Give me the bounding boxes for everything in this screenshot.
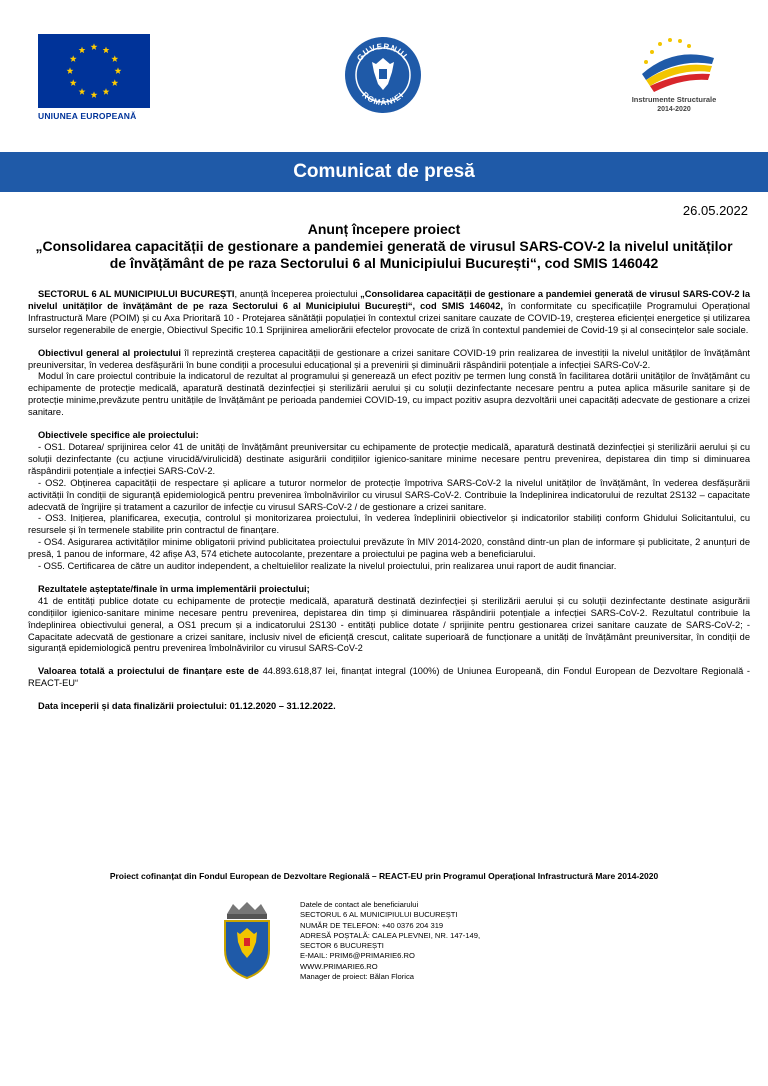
cofinancing-note: Proiect cofinanțat din Fondul European de Dezvoltare Regională – REACT-EU prin Programul Operațional Infrastructură Mare 2014-2020 — [109, 871, 659, 881]
contact-website: WWW.PRIMARIE6.RO — [300, 961, 378, 971]
eu-star-icon — [91, 43, 98, 50]
beneficiary-contact — [300, 900, 600, 982]
press-release-banner: Comunicat de presă — [0, 152, 768, 192]
contact-line: Datele de contact ale beneficiarului — [300, 900, 419, 909]
objective-os2: - OS2. Obținerea capacității de respectare și aplicare a tuturor normelor de protecție împotriva SARS-CoV-2 la nivelul unităților de învățământ, în vederea desfășurării activității în condiții de siguranță epidemiologică pentru prevenirea îmbolnăvirilor cu virusul SARS-CoV-2. Contribuie la îndeplinirea indicatorului de rezultat 2S132 – capacitate adecvată de îngrijire și tratament a cazurilor de infecție cu virusul SARS-CoV-2 / de gestionare a crizei sanitare. — [28, 477, 750, 512]
eu-label: UNIUNEA EUROPEANĂ — [38, 111, 137, 121]
eu-star-icon — [70, 79, 77, 86]
specific-heading-text: Obiectivele specifice ale proiectului: — [38, 430, 199, 441]
general-objective-label: Obiectivul general al proiectului — [38, 347, 182, 358]
gov-text-top: GUVERNUL — [355, 41, 411, 63]
release-date: 26.05.2022 — [682, 203, 748, 218]
objective-os4: - OS4. Asigurarea activităților minime obligatorii privind publicitatea proiectului prevăzute în MIV 2014-2020, constând dintr-un plan de informare și publicitate, 2 anunțuri de presă, 1 panou de informare, 42 afișe A3, 574 etichete autocolante, prezentare a proiectului pe pagina web a beneficiarului. — [28, 537, 750, 560]
eu-star-icon — [111, 55, 118, 62]
title-line1: Anunț începere proiect — [307, 221, 461, 237]
intro-text1: , anunță începerea proiectului — [234, 289, 361, 299]
value-paragraph — [28, 666, 750, 690]
contact-phone: NUMĂR DE TELEFON: +40 0376 204 319 — [300, 920, 444, 930]
is-label: Instrumente Structurale — [631, 95, 717, 104]
results-heading-text: Rezultatele așteptate/finale în urma implementării proiectului; — [38, 583, 310, 594]
logo-header — [0, 0, 768, 130]
value-text: 44.893.618,87 lei, finanțat integral (100%) de Uniunea Europeană, din Fondul European de Dezvoltare Regională - REACT-EU“ — [28, 666, 750, 689]
results-paragraph: 41 de entități publice dotate cu echipamente de protecție medicală, aparatură destinată dezinfecției și sterilizării aerului și cu soluții dezinfectante destinate asigurării condițiilor igienico-sanitare minime necesare pentru prevenirea, depistarea din timp și diminuarea răspândirii potențiale a infecției SARS-CoV-2. Rezultatul contribuie la îndeplinirea obiectivului general, a OS1 precum și a indicatorului 2S130 - entități publice dotate / sprijinite pentru gestionarea crizei sanitare cauzate de SARS-CoV-2; - Capacitate adecvată de gestionare a crizei sanitare, inclusiv nivel de eficiență crescut, calitate superioară de funcționare a unități de învățământ preuniversitar, în condiții de siguranță epidemiologică pentru prevenirea îmbolnăvirilor cu virusul SARS-CoV-2 — [28, 595, 750, 654]
general-objective-text: îl reprezintă creșterea capacității de gestionare a crizei sanitare COVID-19 prin realizarea de investiții la nivelul unităților de învățământ preuniversitar, în vederea desfășurării în bune condiții a procesului educațional și a prevenirii și diminuării răspândirii potențiale a infecției SARS-CoV-2. — [28, 347, 750, 370]
intro-text2: în conformitate cu specificațiile Programului Operațional Infrastructură Mare (POIM) și cu Axa Prioritară 10 - Protejarea sănătății populației în contextul crizei sanitare cauzate de COVID-19, creșterea eficienței energetice și utilizarea surselor regenerabile de energie, Obiectivul Specific 10.1 Sprijinirea ameliorării efectelor provocate de criză în contextul pandemiei de Covid-19 și al consecințelor sale sociale. — [28, 300, 750, 335]
instrumente-structurale-logo — [622, 32, 726, 94]
specific-objectives-heading — [28, 430, 750, 442]
beneficiary-name: SECTORUL 6 AL MUNICIPIULUI BUCUREȘTI — [38, 289, 235, 299]
objective-os3: - OS3. Inițierea, planificarea, execuția, controlul și monitorizarea proiectului, în vederea îndeplinirii obiectivelor și indicatorilor stabiliți conform Ghidului Solicitantului, cu resursele și în termenele stabilite prin contractul de finanțare. — [28, 513, 750, 536]
document-body — [28, 289, 750, 713]
eu-star-icon — [111, 79, 118, 86]
gov-text-bottom: ROMÂNIEI — [360, 90, 406, 108]
dates-paragraph — [28, 701, 750, 713]
project-name-bold: „Consolidarea capacității de gestionare a pandemiei generată de virusul SARS-COV-2 la nivelul unităților de învățământ de pe raza Sectorului 6 al Municipiului București“, cod SMIS 146042, — [28, 289, 750, 311]
eu-star-icon — [70, 55, 77, 62]
government-logo — [344, 36, 422, 114]
contact-line: SECTORUL 6 AL MUNICIPIULUI BUCUREȘTI — [300, 910, 458, 920]
contact-address: SECTOR 6 BUCUREȘTI — [300, 941, 384, 951]
results-heading — [28, 584, 750, 596]
sector6-coat-of-arms — [217, 900, 277, 980]
objective-os5: - OS5. Certificarea de către un auditor independent, a cheltuielilor realizate la nivelul proiectului, prin realizarea unui raport de audit financiar. — [38, 561, 617, 572]
intro-paragraph — [28, 289, 750, 337]
eu-star-icon — [79, 47, 86, 54]
eu-star-icon — [115, 67, 122, 74]
eu-star-icon — [103, 47, 110, 54]
eu-star-icon — [103, 88, 110, 95]
eu-flag-logo — [38, 34, 150, 108]
objective-os1: - OS1. Dotarea/ sprijinirea celor 41 de unități de învățământ preuniversitar cu echipamente de protecție medicală, aparatură destinată dezinfecției și sterilizării aerului și cu soluții dezinfectante (cu acțiune virucidă/virulicidă) destinate asigurării condițiilor igienico-sanitare minime necesare pentru prevenirea, depistarea din timp si diminuarea răspândirii potențiale a infecției SARS-CoV-2. — [28, 441, 750, 476]
eu-star-icon — [67, 67, 74, 74]
eu-star-icon — [79, 88, 86, 95]
contact-email: E-MAIL: PRIM6@PRIMARIE6.RO — [300, 951, 415, 961]
is-years: 2014-2020 — [657, 106, 691, 113]
eu-stars-icon — [38, 34, 150, 108]
contact-address: ADRESĂ POȘTALĂ: CALEA PLEVNEI, NR. 147-149, — [300, 930, 481, 940]
value-label: Valoarea totală a proiectului de finanțare este de — [38, 666, 259, 677]
dates-text: Data începerii și data finalizării proiectului: 01.12.2020 – 31.12.2022. — [38, 701, 336, 712]
title-project-name: „Consolidarea capacității de gestionare a pandemiei generată de virusul SARS-COV-2 la nivelul unităților de învățământ de pe raza Sectorului 6 al Municipiului București“, cod SMIS 146042 — [35, 238, 733, 271]
announcement-title — [28, 221, 740, 272]
general-objective-paragraph — [28, 348, 750, 372]
contact-manager: Manager de proiect: Bălan Florica — [300, 972, 414, 982]
eu-star-icon — [91, 91, 98, 98]
contribution-paragraph: Modul în care proiectul contribuie la indicatorul de rezultat al programului și generează un efect pozitiv pe termen lung constă în facilitarea dotării unităților de învățământ cu echipamente de protecție medicală, aparatură destinată dezinfecției și sterilizării aerului și cu soluții dezinfectante necesare pentru a putea aplica măsurile sanitare și de protecție minime,prevăzute pentru unitățile de învățământ pe perioada pandemiei COVID-19, cu impact pozitiv asupra dezvoltării unei capacități adecvate de gestionare a crizei sanitare. — [28, 371, 750, 418]
